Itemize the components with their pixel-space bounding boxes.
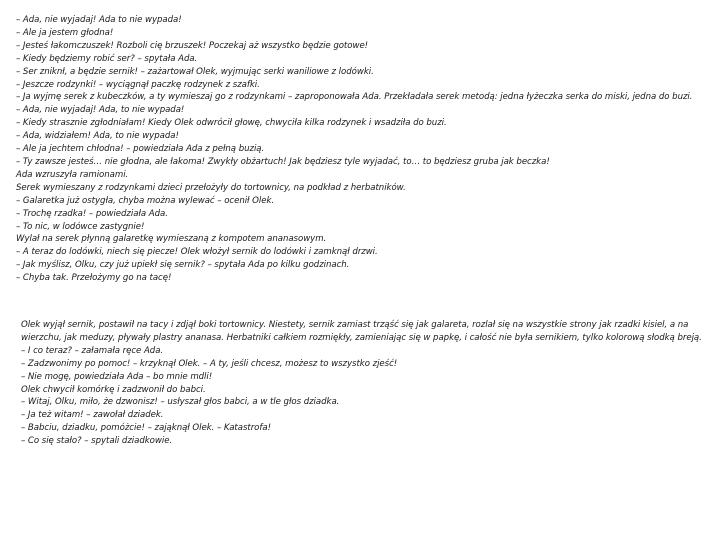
text-line: – A teraz do lodówki, niech się piecze! Olek włożył sernik do lodówki i zamknął drzwi. [16, 247, 378, 258]
text-line: – I co teraz? – załamała ręce Ada. [21, 345, 164, 356]
text-line: – Ser zniknł, a będzie sernik! – zażartował Olek, wyjmując serki waniliowe z lodówki. [16, 66, 374, 77]
text-line: – Ale ja jechtem chłodna! – powiedziała Ada z pełną buzią. [16, 144, 265, 155]
text-line: – To nic, w lodówce zastygnie! [16, 221, 145, 232]
text-line: – Ada, widziałem! Ada, to nie wypada! [16, 131, 179, 142]
text-paragraph: Olek wyjął sernik, postawił na tacy i zdjął boki tortownicy. Niestety, sernik zamiast trząść się jak galareta, rozlał się na wszystkie strony jak rzadki kisiel, a na wierzchu, jak meduzy, pływały plastry ananasa. Herbatniki całkiem rozmiękły, zamieniając się w papkę, i całość nie była sernikiem, tylko kolorową słodką breją. [21, 320, 702, 343]
text-line: – Trochę rzadka! – powiedziała Ada. [16, 208, 168, 219]
text-line: – Ja wyjmę serek z kubeczków, a ty wymieszaj go z rodzynkami – zaproponowała Ada. Przekładała serek metodą: jedna łyżeczka serka do miski, jedna do buzi. [16, 92, 693, 103]
text-line: – Jak myślisz, Olku, czy już upiekł się sernik? – spytała Ada po kilku godzinach. [16, 260, 350, 271]
text-line: Serek wymieszany z rodzynkami dzieci przełożyły do tortownicy, na podkład z herbatników. [16, 182, 406, 193]
text-line: – Galaretka już ostygła, chyba można wylewać – ocenił Olek. [16, 195, 275, 206]
story-text-block-1 [16, 14, 706, 285]
text-line: – Witaj, Olku, miło, że dzwonisz! – usłyszał głos babci, a w tle głos dziadka. [21, 397, 340, 408]
text-line: – Babciu, dziadku, pomóżcie! – zająknął Olek. – Katastrofa! [21, 423, 271, 434]
text-line: – Ada, nie wyjadaj! Ada, to nie wypada! [16, 105, 185, 116]
text-line: Ada wzruszyła ramionami. [16, 169, 129, 180]
text-line: Olek chwycił komórkę i zadzwonił do babci. [21, 384, 206, 395]
text-line: – Ada, nie wyjadaj! Ada to nie wypada! [16, 15, 182, 25]
text-line: – Jeszcze rodzynki! – wyciągnął paczkę rodzynek z szafki. [16, 79, 260, 90]
text-line: – Jesteś łakomczuszek! Rozboli cię brzuszek! Poczekaj aż wszystko będzie gotowe! [16, 40, 369, 51]
text-line: – Chyba tak. Przełożymy go na tacę! [16, 273, 172, 284]
text-line: – Ty zawsze jesteś… nie głodna, ale łakoma! Zwykły obżartuch! Jak będziesz tyle wyjadać, to… to będziesz gruba jak beczka! [16, 156, 550, 167]
text-line: – Ale ja jestem głodna! [16, 27, 114, 38]
text-line: – Kiedy będziemy robić ser? – spytała Ada. [16, 53, 198, 64]
text-line: Wylał na serek płynną galaretkę wymieszaną z kompotem ananasowym. [16, 234, 327, 245]
text-line: – Ja też witam! – zawołał dziadek. [21, 410, 164, 421]
story-text-block-2 [21, 319, 706, 448]
text-line: – Nie mogę, powiedziała Ada – bo mnie mdli! [21, 371, 213, 382]
text-line: – Kiedy strasznie zgłodniałam! Kiedy Olek odwrócił głowę, chwyciła kilka rodzynek i wsadziła do buzi. [16, 118, 447, 129]
text-line: – Zadzwonimy po pomoc! – krzyknął Olek. – A ty, jeśli chcesz, możesz to wszystko zjeść! [21, 358, 398, 369]
text-line: – Co się stało? – spytali dziadkowie. [21, 436, 173, 447]
